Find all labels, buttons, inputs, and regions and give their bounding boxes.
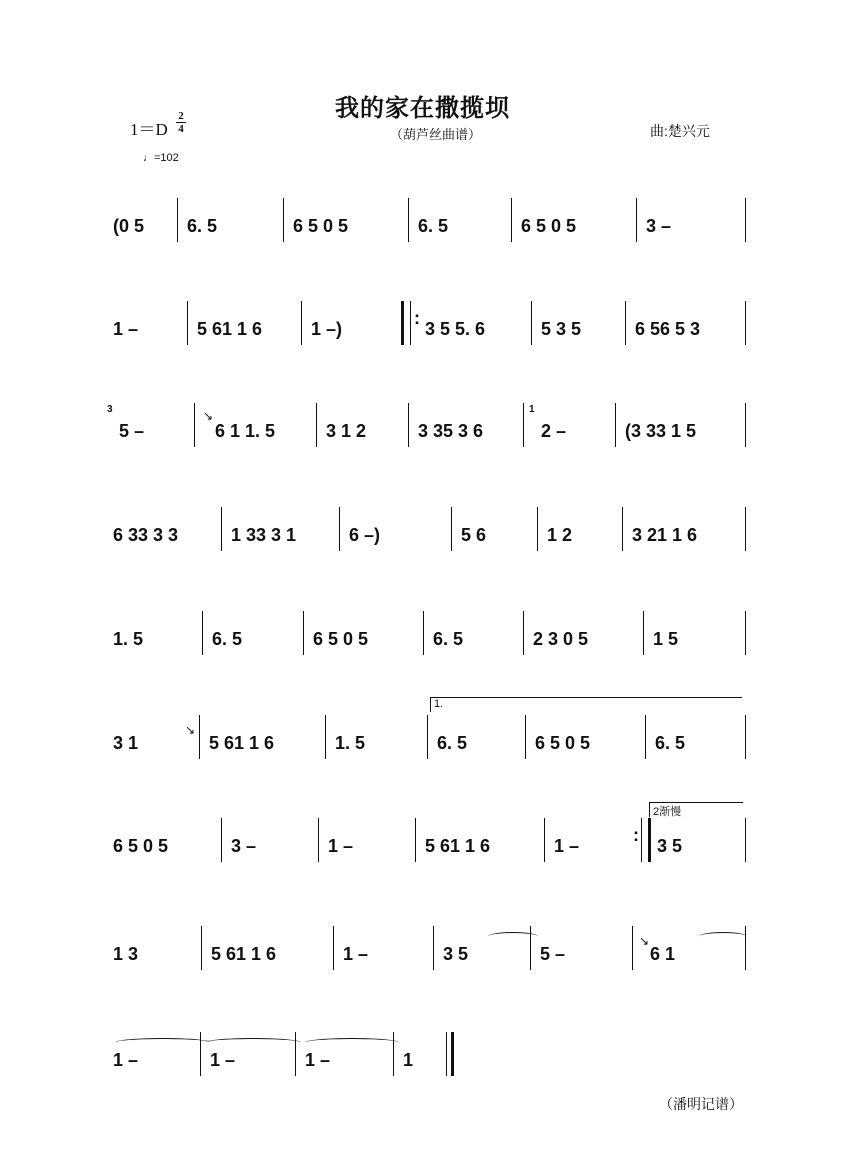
score-row [105, 319, 755, 379]
score-row [105, 404, 755, 481]
tie [115, 1038, 211, 1047]
measure: 3 – [646, 216, 672, 236]
barline [303, 611, 304, 655]
barline [187, 301, 188, 345]
measure: 5 61 1 6 [211, 944, 277, 964]
barline [202, 611, 203, 655]
repeat-start [401, 301, 411, 345]
measure: (0 5 [113, 216, 145, 236]
key-signature: 1＝D [130, 120, 168, 139]
tie [305, 1038, 399, 1047]
measure: 1 – [343, 944, 369, 964]
measure: 1 – [554, 836, 580, 856]
score-row [105, 1050, 755, 1110]
barline [745, 926, 746, 970]
measure: 3 – [231, 836, 257, 856]
barline [451, 507, 452, 551]
volta-1: 1. [430, 697, 742, 712]
barline [393, 1032, 394, 1076]
measure: 6. 5 [437, 733, 468, 753]
measure: 6 33 3 3 [113, 525, 179, 545]
measure: 1 – [113, 1050, 139, 1070]
barline [301, 301, 302, 345]
barline [636, 198, 637, 242]
score-row [105, 216, 755, 276]
time-signature [176, 110, 186, 135]
barline [221, 818, 222, 862]
score-row [105, 698, 755, 793]
measure: 6 5 0 5 [293, 216, 349, 236]
measure: 6 5 0 5 [521, 216, 577, 236]
barline [632, 926, 633, 970]
ornament-arrow-icon: ↘ [203, 409, 214, 423]
barline [745, 818, 746, 862]
barline [523, 403, 524, 447]
barline [415, 818, 416, 862]
barline [531, 301, 532, 345]
measure: 5 – [540, 944, 566, 964]
measure: 6. 5 [212, 629, 243, 649]
measure: 3 21 1 6 [632, 525, 698, 545]
barline [523, 611, 524, 655]
tie [699, 932, 747, 941]
ornament-arrow-icon: ↘ [185, 723, 196, 737]
measure: 1 – [113, 319, 139, 339]
measure: 6. 5 [433, 629, 464, 649]
measure: 6 1 1. 5 [215, 421, 276, 441]
barline [318, 818, 319, 862]
time-signature-top: 2 [178, 110, 184, 122]
measure: 5 6 [461, 525, 487, 545]
barline [333, 926, 334, 970]
grace-note: 3 [107, 404, 113, 415]
barline [622, 507, 623, 551]
barline [745, 611, 746, 655]
measure: 1 – [305, 1050, 331, 1070]
score-row [105, 934, 755, 1004]
measure: 1. 5 [335, 733, 366, 753]
measure: 6 5 0 5 [313, 629, 369, 649]
measure: (3 33 1 5 [625, 421, 697, 441]
measure: 5 61 1 6 [425, 836, 491, 856]
barline [221, 507, 222, 551]
barline [511, 198, 512, 242]
measure: 1 – [328, 836, 354, 856]
measure: 6 –) [349, 525, 381, 545]
barline [745, 403, 746, 447]
measure: 2 – [541, 421, 567, 441]
barline [427, 715, 428, 759]
measure: 1 5 [653, 629, 679, 649]
measure: 3 35 3 6 [418, 421, 484, 441]
barline [408, 403, 409, 447]
barline [200, 1032, 201, 1076]
barline [423, 611, 424, 655]
measure: 5 61 1 6 [209, 733, 275, 753]
measure: 1 – [210, 1050, 236, 1070]
score-row [105, 525, 755, 585]
final-barline [446, 1032, 454, 1076]
measure: 1 –) [311, 319, 343, 339]
measure: 3 5 [657, 836, 683, 856]
measure: 1 2 [547, 525, 573, 545]
grace-note: 1 [529, 404, 535, 415]
composer: 曲:楚兴元 [650, 123, 710, 139]
measure: 1 33 3 1 [231, 525, 297, 545]
barline [643, 611, 644, 655]
measure: 3 1 [113, 733, 139, 753]
tempo-marking: ♩=102 [143, 152, 179, 164]
measure: 5 – [119, 421, 145, 441]
barline [615, 403, 616, 447]
barline [316, 403, 317, 447]
measure: 6 1 [650, 944, 676, 964]
barline [201, 926, 202, 970]
ornament-arrow-icon: ↘ [639, 934, 650, 948]
barline [199, 715, 200, 759]
measure: 1 3 [113, 944, 139, 964]
barline [645, 715, 646, 759]
barline [537, 507, 538, 551]
measure: 6 5 0 5 [535, 733, 591, 753]
barline [433, 926, 434, 970]
barline [339, 507, 340, 551]
barline [325, 715, 326, 759]
time-signature-bottom: 4 [178, 123, 184, 135]
volta-2: 2渐慢 [649, 802, 743, 817]
barline [194, 403, 195, 447]
measure: 6. 5 [418, 216, 449, 236]
score-row [105, 629, 755, 689]
measure: 1 [403, 1050, 414, 1070]
measure: 5 61 1 6 [197, 319, 263, 339]
measure: 3 5 5. 6 [425, 319, 486, 339]
transcriber-credit: （潘明记谱） [659, 1096, 743, 1112]
measure: 2 3 0 5 [533, 629, 589, 649]
measure: 3 5 [443, 944, 469, 964]
measure: 6 56 5 3 [635, 319, 701, 339]
measure: 6. 5 [187, 216, 218, 236]
barline [745, 715, 746, 759]
barline [745, 507, 746, 551]
barline [408, 198, 409, 242]
measure: 6 5 0 5 [113, 836, 169, 856]
measure: 6. 5 [655, 733, 686, 753]
song-title: 我的家在撒揽坝 [335, 93, 510, 122]
barline [544, 818, 545, 862]
measure: 1. 5 [113, 629, 144, 649]
barline [295, 1032, 296, 1076]
score-row [105, 806, 755, 896]
barline [625, 301, 626, 345]
barline [177, 198, 178, 242]
barline [283, 198, 284, 242]
barline [745, 198, 746, 242]
measure: 5 3 5 [541, 319, 582, 339]
barline [525, 715, 526, 759]
song-subtitle: （葫芦丝曲谱） [390, 127, 482, 142]
barline [530, 926, 531, 970]
measure: 3 1 2 [326, 421, 367, 441]
barline [745, 301, 746, 345]
tie [205, 1038, 301, 1047]
